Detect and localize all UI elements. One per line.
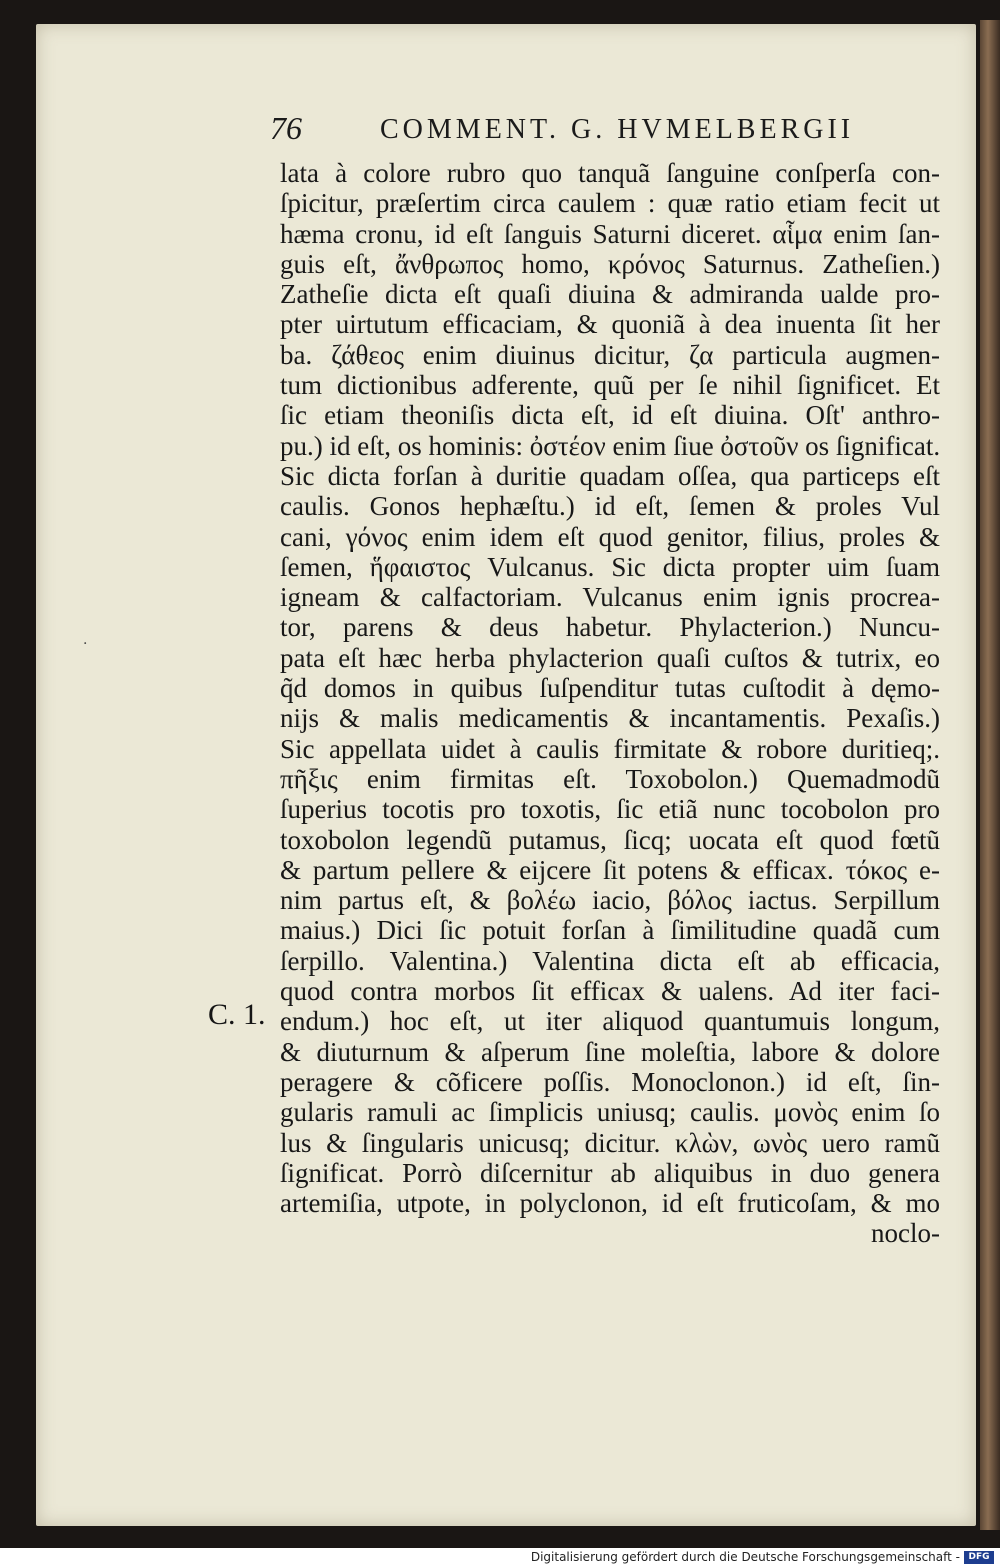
text-line: ſic etiam theoniſis dicta eſt, id eſt diuina. Oſt' anthro-	[280, 400, 940, 431]
text-line: ſuperius tocotis pro toxotis, ſic etiã nunc tocobolon pro	[280, 794, 940, 825]
text-line: caulis. Gonos hephæſtu.) id eſt, ſemen & proles Vul	[280, 491, 940, 522]
page-number: 76	[270, 110, 302, 146]
text-line: & partum pellere & eijcere ſit potens & efficax. τόκος e-	[280, 854, 940, 885]
text-line: pu.) id eſt, os hominis: ὀστέον enim ſiue ὀστοῦν os ſignificat.	[280, 430, 940, 461]
text-line: pter uirtutum efficaciam, & quoniã à dea inuenta ſit her	[280, 309, 940, 340]
text-line: peragere & cõficere poſſis. Monoclonon.) id eſt, ſin-	[280, 1066, 940, 1097]
text-line: guis eſt, ἄνθρωπος homo, κρόνος Saturnus. Zatheſien.)	[280, 248, 940, 279]
text-line: Sic appellata uidet à caulis firmitate & robore duritieq;.	[280, 733, 940, 764]
dfg-logo: DFG	[964, 1551, 994, 1564]
text-line: tum dictionibus adferente, quũ per ſe nihil ſignificet. Et	[280, 370, 940, 401]
page-blemish: ·	[83, 636, 88, 652]
running-head-title: COMMENT. G. HVMELBERGII	[380, 114, 855, 145]
body-text	[280, 158, 940, 1249]
text-line: igneam & calfactoriam. Vulcanus enim ignis procrea-	[280, 582, 940, 613]
text-line: ba. ζάθεος enim diuinus dicitur, ζα particula augmen-	[280, 339, 940, 370]
text-line: ſerpillo. Valentina.) Valentina dicta eſt ab efficacia,	[280, 945, 940, 976]
text-line: hæma cronu, id eſt ſanguis Saturni diceret. αἷμα enim ſan-	[280, 218, 940, 249]
text-line: tor, parens & deus habetur. Phylacterion.) Nuncu-	[280, 612, 940, 643]
funding-credit: Digitalisierung gefördert durch die Deutsche Forschungsgemeinschaft -	[530, 1550, 960, 1564]
text-line: ſignificat. Porrò diſcernitur ab aliquibus in duo genera	[280, 1157, 940, 1188]
digitization-footer	[0, 1548, 1000, 1568]
text-line: pata eſt hæc herba phylacterion quaſi cuſtos & tutrix, eo	[280, 642, 940, 673]
text-line: Zatheſie dicta eſt quaſi diuina & admiranda ualde pro-	[280, 279, 940, 310]
text-line: & diuturnum & aſperum ſine moleſtia, labore & dolore	[280, 1036, 940, 1067]
text-line: q̃d domos in quibus ſuſpenditur tutas cuſtodit à dęmo-	[280, 673, 940, 704]
text-line: Sic dicta forſan à duritie quadam oſſea, qua particeps eſt	[280, 460, 940, 491]
text-line: πῆξις enim firmitas eſt. Toxobolon.) Quemadmodũ	[280, 763, 940, 794]
text-line: nijs & malis medicamentis & incantamentis. Pexaſis.)	[280, 703, 940, 734]
text-line: lus & ſingularis unicusq; dicitur. κλὼν, ωνὸς uero ramũ	[280, 1127, 940, 1158]
text-line: endum.) hoc eſt, ut iter aliquod quantumuis longum,	[280, 1006, 940, 1037]
text-line: ſpicitur, præſertim circa caulem : quæ ratio etiam fecit ut	[280, 188, 940, 219]
running-head	[270, 108, 950, 152]
text-line: ſemen, ἥφαιστος Vulcanus. Sic dicta propter uim ſuam	[280, 551, 940, 582]
text-line: cani, γόνος enim idem eſt quod genitor, filius, proles &	[280, 521, 940, 552]
text-line: maius.) Dici ſic potuit forſan à ſimilitudine quadã cum	[280, 915, 940, 946]
text-line: lata à colore rubro quo tanquã ſanguine conſperſa con-	[280, 158, 940, 188]
text-line: artemiſia, utpote, in polyclonon, id eſt fruticoſam, & mo	[280, 1188, 940, 1219]
book-binding-edge	[980, 20, 1000, 1530]
catchword: noclo-	[871, 1218, 940, 1249]
text-line: gularis ramuli ac ſimplicis uniusq; caulis. μονὸς enim ſo	[280, 1097, 940, 1128]
text-line: toxobolon legendũ putamus, ſicq; uocata eſt quod fœtũ	[280, 824, 940, 855]
text-line: quod contra morbos ſit efficax & ualens. Ad iter faci-	[280, 976, 940, 1007]
text-line: nim partus eſt, & βολέω iacio, βόλος iactus. Serpillum	[280, 885, 940, 916]
margin-note: C. 1.	[208, 998, 266, 1031]
